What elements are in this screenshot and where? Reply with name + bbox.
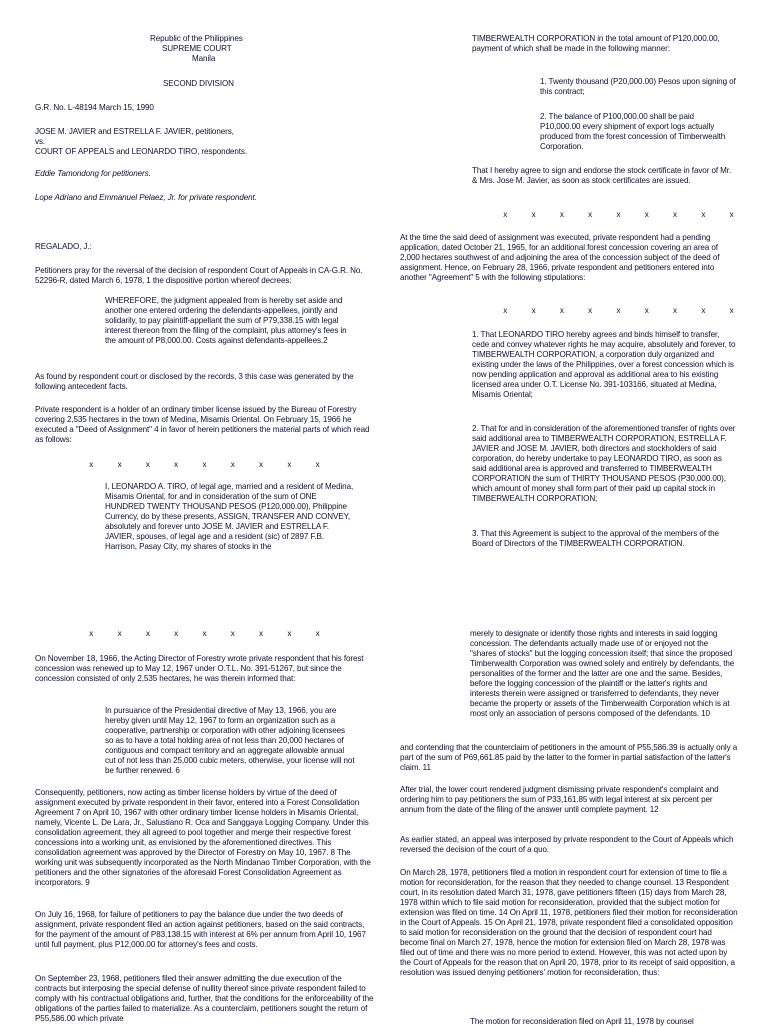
payment-item-1: 1. Twenty thousand (P20,000.00) Pesos upon signing of this contract; [540, 77, 736, 96]
page-bottom-right-column [400, 512, 738, 1024]
paragraph-appeal: As earlier stated, an appeal was interposed by private respondent to the Court of Appeals which reversed the decision of the court of a quo. [400, 835, 734, 854]
stipulation-3: 3. That this Agreement is subject to the approval of the members of the Board of Directors of the TIMBERWEALTH CORPORATION. [472, 529, 719, 548]
paragraph-additional-concession: At the time the said deed of assignment was executed, private respondent had a pending application, dated October 21, 1965, for an additional forest concession covering an area of 2,000 hectares southwest of and adjoining the area of the concession subject of the deed of assignment. Hence, on February 28, 1966, private respondent and petitioners entered into another "Agreement" 5 with the following stipulations: [400, 233, 720, 282]
document-page-bottom [0, 512, 768, 1024]
ellipsis-stars: x x x x x x x x x [89, 629, 321, 638]
header-supreme-court: SUPREME COURT [162, 44, 232, 53]
case-parties: JOSE M. JAVIER and ESTRELLA F. JAVIER, petitioners, vs. COURT OF APPEALS and LEONARDO TIRO, respondents. [35, 127, 248, 156]
stipulation-2: 2. That for and in consideration of the aforementioned transfer of rights over said additional area to TIMBERWEALTH CORPORATION, ESTRELLA F. JAVIER and JOSE M. JAVIER, both directors and stockholders of said corporation, do hereby undertake to pay LEONARDO TIRO, as soon as said additional area is approved and transferred to TIMBERWEALTH CORPORATION the sum of THIRTY THOUSAND PESOS (P30,000.00), which amount of money shall form part of their paid up capital stock in TIMBERWEALTH CORPORATION; [472, 424, 736, 503]
page-top-right-column [400, 0, 738, 548]
header-republic: Republic of the Philippines [150, 34, 243, 43]
stipulation-1: 1. That LEONARDO TIRO hereby agrees and binds himself to transfer, cede and convey whatever rights he may acquire, absolutely and forever, to TIMBERWEALTH CORPORATION, a corporation duly organized and existing under the laws of the Philippines, over a forest concession which is now pending application and approval as additional area to his existing licensed area under O.T. License No. 391-103166, situated at Medina, Misamis Oriental; [472, 330, 736, 399]
ellipsis-stars: x x x x x x x x x [503, 306, 735, 315]
paragraph-action-filed: On July 16, 1968, for failure of petitioners to pay the balance due under the two deeds of assignment, private respondent filed an action against petitioners, based on the said contracts, for the payment of the amount of P83,138.15 with interest at 6% per annum from April 10, 1967 until full payment, plus P12,000.00 for attorney's fees and costs. [35, 910, 366, 949]
paragraph-prayer: Petitioners pray for the reversal of the decision of respondent Court of Appeals in CA-G.R. No. 52296-R, dated March 6, 1978, 1 the dispositive portion whereof decrees: [35, 266, 363, 285]
paragraph-lower-court: After trial, the lower court rendered judgment dismissing private respondent's complaint and ordering him to pay petitioners the sum of P33,161.85 with legal interest at six percent per annum from the date of the filing of the answer until complete payment. 12 [400, 785, 719, 814]
paragraph-answer-filed: On September 23, 1968, petitioners filed their answer admitting the due execution of the contracts but interposing the special defense of nullity thereof since private respondent failed to comply with his contractual obligations and, further, that the conditions for the enforceability of the obligations of the parties failed to materialize. As a counterclaim, petitioners sought the return of P55,586.00 which private [35, 974, 374, 1023]
quote-defendants-use: merely to designate or identify those rights and interests in said logging concession. The defendants actually made use of or enjoyed not the "shares of stocks" but the logging concession itself; that since the proposed Timberwealth Corporation was owned solely and entirely by defendants, the personalities of the former and the latter are one and the same. Besides, before the logging concession of the plaintiff or the latter's rights and interests therein were assigned or transferred to defendants, they never became the property or assets of the Timberwealth Corporation which is at most only an association of persons composed of the defendants. 10 [470, 629, 735, 718]
paragraph-stock-certificate: That I hereby agree to sign and endorse the stock certificate in favor of Mr. & Mrs. Jose M. Javier, as soon as stock certificates are issued. [472, 166, 732, 185]
ponente: REGALADO, J.: [35, 242, 92, 251]
quote-presidential-directive: In pursuance of the Presidential directive of May 13, 1966, you are hereby given until May 12, 1967 to form an organization such as a cooperative, partnership or corporation with other adjoining licensees so as to have a total holding area of not less than 20,000 hectares of contiguous and compact territory and an aggregate allowable annual cut of not less than 25,000 cubic meters, otherwise, your license will not be further renewed. 6 [105, 706, 355, 775]
paragraph-license: Private respondent is a holder of an ordinary timber license issued by the Bureau of Forestry covering 2,535 hectares in the town of Medina, Misamis Oriental. On February 15, 1966 he executed a "Deed of Assignment" 4 in favor of herein petitioners the material parts of which read as follows: [35, 405, 370, 444]
division-title: SECOND DIVISION [163, 79, 234, 88]
ellipsis-stars: x x x x x x x x x [89, 460, 321, 469]
quote-motion-reconsideration: The motion for reconsideration filed on April 11, 1978 by counsel [470, 1017, 694, 1026]
page-top-left-column [35, 0, 375, 551]
counsel-petitioners: Eddie Tamondong for petitioners. [35, 169, 151, 178]
ellipsis-stars: x x x x x x x x x [503, 210, 735, 219]
paragraph-consolidation: Consequently, petitioners, now acting as timber license holders by virtue of the deed of assignment executed by private respondent in their favor, entered into a Forest Consolidation Agreement 7 on April 10, 1967 with other ordinary timber license holders in Misamis Oriental, namely, Vicente L. De Lara, Jr., Salustiano R. Oca and Sanggaya Logging Company. Under this consolidation agreement, they all agreed to pool together and merge their respective forest concessions into a working unit, as envisioned by the aforementioned directives. This consolidation agreement was approved by the Director of Forestry on May 10, 1967. 8 The working unit was subsequently incorporated as the North Mindanao Timber Corporation, with the petitioners and the other signatories of the aforesaid Forest Consolidation Agreement as incorporators. 9 [35, 788, 371, 887]
quote-deed-assignment: I, LEONARDO A. TIRO, of legal age, married and a resident of Medina, Misamis Oriental, for and in consideration of the sum of ONE HUNDRED TWENTY THOUSAND PESOS (P120,000.00), Philippine Currency, do by these presents, ASSIGN, TRANSFER AND CONVEY, absolutely and forever unto JOSE M. JAVIER and ESTRELLA F. JAVIER, spouses, of legal age and a resident (sic) of 2897 F.B. Harrison, Pasay City, my shares of stocks in the [105, 482, 354, 551]
page-bottom-left-column [35, 512, 375, 1024]
paragraph-director-letter: On November 18, 1966, the Acting Director of Forestry wrote private respondent that his forest concession was renewed up to May 12, 1967 under O.T.L. No. 391-51267, but since the concession consisted of only 2,535 hectares, he was therein informed that: [35, 654, 364, 683]
paragraph-payment-manner: TIMBERWEALTH CORPORATION in the total amount of P120,000.00, payment of which shall be made in the following manner: [472, 34, 720, 53]
paragraph-antecedent: As found by respondent court or disclosed by the records, 3 this case was generated by the following antecedent facts. [35, 372, 354, 391]
counsel-respondent: Lope Adriano and Emmanuel Pelaez, Jr. for private respondent. [35, 193, 257, 202]
paragraph-counterclaim: and contending that the counterclaim of petitioners in the amount of P55,586.39 is actually only a part of the sum of P69,661.85 paid by the latter to the former in partial satisfaction of the latter's claim. 11 [400, 743, 738, 772]
paragraph-motion-extension: On March 28, 1978, petitioners filed a motion in respondent court for extension of time to file a motion for reconsideration, for the reason that they needed to change counsel. 13 Respondent court, in its resolution dated March 31, 1978, gave petitioners fifteen (15) days from March 28, 1978 within which to file said motion for reconsideration, provided that the subject motion for extension was filed on time. 14 On April 11, 1978, petitioners filed their motion for reconsideration in the Court of Appeals. 15 On April 21, 1978, private respondent filed a consolidated opposition to said motion for reconsideration on the ground that the decision of respondent court had become final on March 27, 1978, hence the motion for extension filed on March 28, 1978 was filed out of time and there was no more period to extend. However, this was not acted upon by the Court of Appeals for the reason that on April 20, 1978, prior to its receipt of said opposition, a resolution was issued denying petitioners' motion for reconsideration, thus: [400, 868, 738, 977]
header-manila: Manila [192, 54, 216, 63]
payment-item-2: 2. The balance of P100,000.00 shall be paid P10,000.00 every shipment of export logs actually produced from the forest concession of Timberwealth Corporation. [540, 112, 726, 151]
case-number: G.R. No. L-48194 March 15, 1990 [35, 103, 154, 112]
quote-dispositive: WHEREFORE, the judgment appealed from is hereby set aside and another one entered ordering the defendants-appellees, jointly and solidarily, to pay plaintiff-appellant the sum of P79,338.15 with legal interest thereon from the filing of the complaint, plus attorney's fees in the amount of P8,000.00. Costs against defendants-appellees.2 [105, 296, 347, 345]
